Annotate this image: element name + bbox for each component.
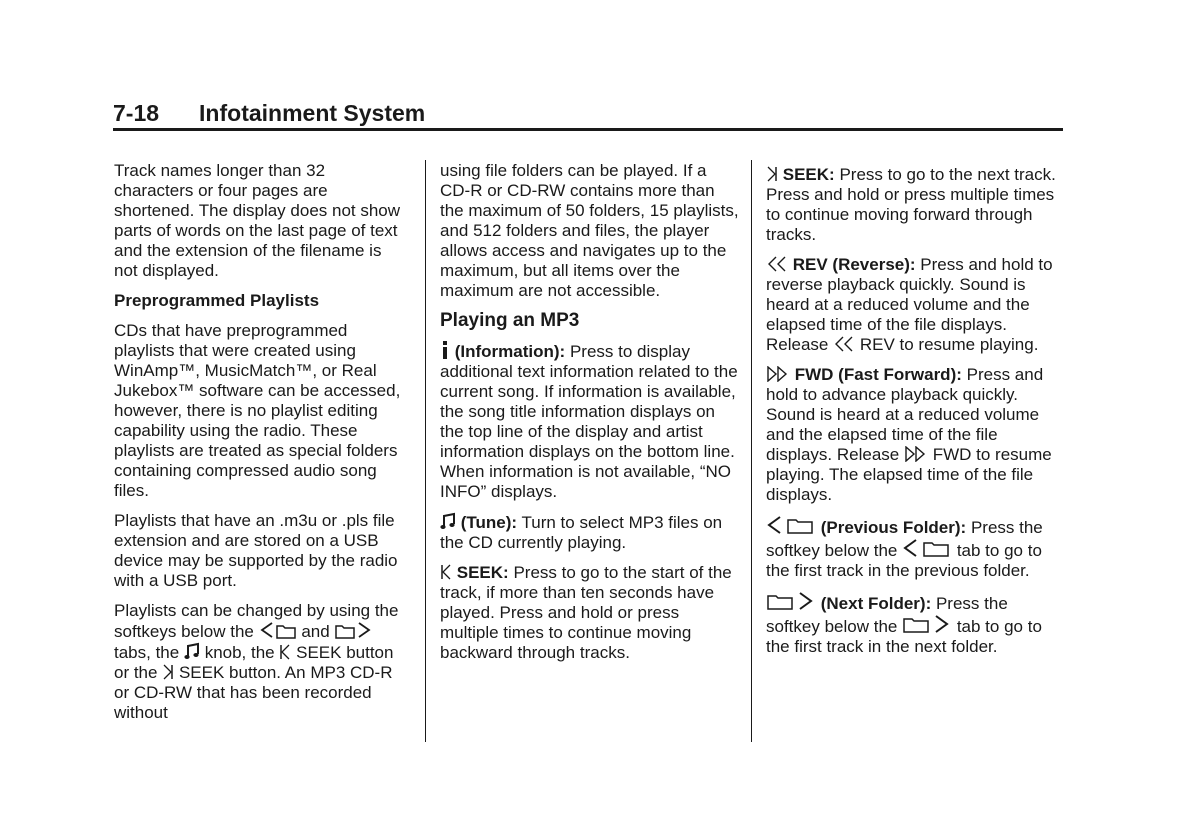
tune-knob-icon <box>184 642 200 660</box>
page-number: 7-18 <box>113 100 160 126</box>
reverse-paragraph <box>766 255 1066 355</box>
fast-forward-text-a: Press and hold to advance playback quickly. Sound is heard at a reduced volume and the elapsed time of the file displays. Release <box>766 365 1044 464</box>
playlist-change-text-d: knob, the <box>204 643 275 662</box>
information-paragraph <box>440 341 740 502</box>
previous-folder-icon <box>902 538 952 558</box>
playing-mp3-heading: Playing an MP3 <box>440 310 580 331</box>
seek-forward-icon <box>162 664 174 680</box>
column-1 <box>114 161 409 733</box>
next-folder-text-a: Press the softkey below the <box>766 594 1008 636</box>
reverse-icon <box>833 336 855 352</box>
next-folder-icon <box>334 621 372 639</box>
column-divider-1 <box>425 160 426 742</box>
info-icon <box>440 341 450 359</box>
next-folder-icon <box>902 614 952 634</box>
playlist-change-text-a: Playlists can be changed by using the softkeys below the <box>114 601 399 641</box>
next-folder-label: (Next Folder): <box>820 594 932 613</box>
seek-back-paragraph <box>440 563 740 663</box>
playlist-extension-paragraph: Playlists that have an .m3u or .pls file extension and are stored on a USB device may be supported by the radio with a USB port. <box>114 511 398 590</box>
fast-forward-paragraph <box>766 365 1066 505</box>
next-folder-paragraph <box>766 591 1066 657</box>
column-3 <box>766 165 1066 667</box>
fast-forward-icon <box>904 446 928 462</box>
previous-folder-text-b: tab to go to the first track in the previous folder. <box>766 541 1042 580</box>
fast-forward-label: FWD (Fast Forward): <box>794 365 962 384</box>
tune-label: (Tune): <box>460 513 518 532</box>
column-2 <box>440 161 740 673</box>
track-names-paragraph: Track names longer than 32 characters or four pages are shortened. The display does not show parts of words on the last page of text and the extension of the filename is not displayed. <box>114 161 401 280</box>
playlists-heading: Preprogrammed Playlists <box>114 291 320 310</box>
playlists-paragraph: CDs that have preprogrammed playlists that were created using WinAmp™, MusicMatch™, or Real Jukebox™ software can be accessed, however, there is no playlist editing capability using the radio. These playlists are treated as special folders containing compressed audio song files. <box>114 321 401 500</box>
next-folder-text-b: tab to go to the first track in the next folder. <box>766 617 1042 656</box>
playlist-change-text-b: and <box>301 622 330 641</box>
folders-paragraph: using file folders can be played. If a CD-R or CD-RW contains more than the maximum of 50 folders, 15 playlists, and 512 folders and files, the player allows access and navigates up to the maximum, but all items over the maximum are not accessible. <box>440 161 739 300</box>
reverse-text-b: REV to resume playing. <box>859 335 1039 354</box>
reverse-icon <box>766 256 788 272</box>
previous-folder-paragraph <box>766 515 1066 581</box>
column-divider-2 <box>751 160 752 742</box>
next-folder-icon <box>766 591 816 611</box>
seek-back-icon <box>440 564 452 580</box>
playlist-change-text-c: tabs, the <box>114 643 180 662</box>
playlist-change-text-e: SEEK button or the <box>114 643 394 682</box>
seek-forward-label: SEEK: <box>782 165 835 184</box>
previous-folder-label: (Previous Folder): <box>820 518 967 537</box>
playlist-change-text-f: SEEK button. An MP3 CD-R or CD-RW that has been recorded without <box>114 663 393 722</box>
seek-forward-paragraph <box>766 165 1066 245</box>
fast-forward-icon <box>766 366 790 382</box>
reverse-text-a: Press and hold to reverse playback quickly. Sound is heard at a reduced volume and the elapsed time of the file displays. Release <box>766 255 1053 354</box>
information-label: (Information): <box>454 342 566 361</box>
reverse-label: REV (Reverse): <box>792 255 916 274</box>
tune-text: Turn to select MP3 files on the CD currently playing. <box>440 513 723 552</box>
seek-forward-icon <box>766 166 778 182</box>
previous-folder-icon <box>766 515 816 535</box>
previous-folder-text-a: Press the softkey below the <box>766 518 1043 560</box>
previous-folder-icon <box>259 621 297 639</box>
tune-icon <box>440 512 456 530</box>
fast-forward-text-b: FWD to resume playing. The elapsed time of the file displays. <box>766 445 1052 504</box>
seek-forward-text: Press to go to the next track. Press and hold or press multiple times to continue moving forward through tracks. <box>766 165 1056 244</box>
information-text: Press to display additional text information related to the current song. If information is available, the song title information displays on the top line of the display and artist information displays on the bottom line. When information is not available, “NO INFO” displays. <box>440 342 738 501</box>
playlist-change-paragraph <box>114 601 409 723</box>
seek-back-text: Press to go to the start of the track, if more than ten seconds have played. Press and hold or press multiple times to continue moving backward through tracks. <box>440 563 732 662</box>
seek-back-label: SEEK: <box>456 563 509 582</box>
tune-paragraph <box>440 512 740 553</box>
seek-back-icon <box>279 644 291 660</box>
header-rule <box>113 128 1063 131</box>
page-title: Infotainment System <box>199 100 426 126</box>
page-header <box>113 100 1063 127</box>
